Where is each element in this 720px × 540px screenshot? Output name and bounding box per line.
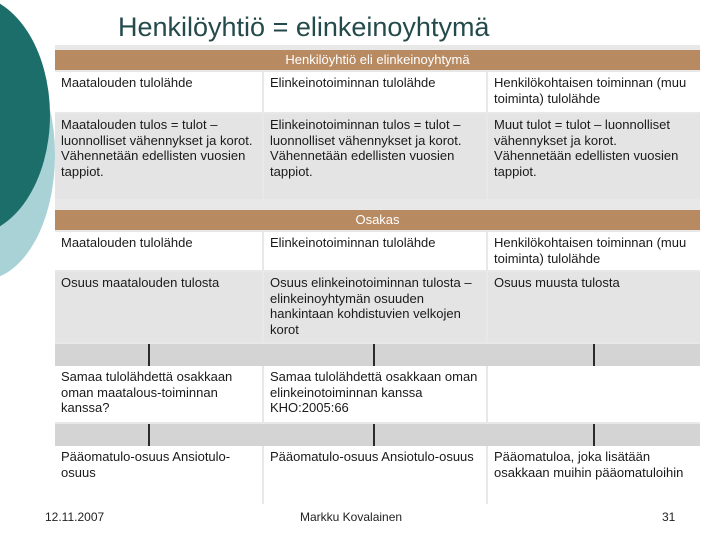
connector-line	[593, 424, 595, 446]
tax-table-image	[55, 45, 700, 504]
footer-date: 12.11.2007	[45, 510, 105, 524]
table-cell: Samaa tulolähdettä osakkaan oman elinkeinotoiminnan kanssa KHO:2005:66	[264, 366, 486, 422]
table-cell: Maatalouden tulolähde	[55, 72, 262, 112]
table-cell	[488, 366, 700, 422]
table-cell: Henkilökohtaisen toiminnan (muu toiminta) tulolähde	[488, 72, 700, 112]
table-row	[55, 446, 700, 504]
table-cell: Osuus elinkeinotoiminnan tulosta – elinkeinoyhtymän osuuden hankintaan kohdistuvien velkojen korot	[264, 272, 486, 342]
connector-line	[373, 344, 375, 366]
table-row	[55, 232, 700, 270]
table-cell: Muut tulot = tulot – luonnolliset vähennykset ja korot. Vähennetään edellisten vuosien tappiot.	[488, 114, 700, 199]
table-cell: Pääomatulo-osuus Ansiotulo-osuus	[55, 446, 262, 504]
table-cell: Maatalouden tulos = tulot – luonnolliset vähennykset ja korot. Vähennetään edellisten vuosien tappiot.	[55, 114, 262, 199]
table-row	[55, 366, 700, 422]
table-cell: Pääomatulo-osuus Ansiotulo-osuus	[264, 446, 486, 504]
table-cell: Elinkeinotoiminnan tulos = tulot – luonnolliset vähennykset ja korot. Vähennetään edellisten vuosien tappiot.	[264, 114, 486, 199]
connector-bar	[55, 344, 700, 366]
connector-line	[148, 424, 150, 446]
table-cell: Henkilökohtaisen toiminnan (muu toiminta) tulolähde	[488, 232, 700, 270]
table-cell: Elinkeinotoiminnan tulolähde	[264, 72, 486, 112]
connector-line	[373, 424, 375, 446]
table-row	[55, 114, 700, 199]
section-header-partner: Osakas	[55, 210, 700, 230]
table-cell: Osuus muusta tulosta	[488, 272, 700, 342]
slide-title: Henkilöyhtiö = elinkeinoyhtymä	[118, 12, 490, 42]
connector-line	[148, 344, 150, 366]
section-header-partnership: Henkilöyhtiö eli elinkeinoyhtymä	[55, 50, 700, 70]
connector-line	[593, 344, 595, 366]
table-cell: Osuus maatalouden tulosta	[55, 272, 262, 342]
table-cell: Samaa tulolähdettä osakkaan oman maatalous-toiminnan kanssa?	[55, 366, 262, 422]
footer-page-number: 31	[662, 510, 676, 524]
table-cell: Maatalouden tulolähde	[55, 232, 262, 270]
table-cell: Pääomatuloa, joka lisätään osakkaan muihin pääomatuloihin	[488, 446, 700, 504]
table-row	[55, 272, 700, 342]
table-cell: Elinkeinotoiminnan tulolähde	[264, 232, 486, 270]
table-row	[55, 72, 700, 112]
connector-bar	[55, 424, 700, 446]
footer-author: Markku Kovalainen	[300, 510, 403, 524]
